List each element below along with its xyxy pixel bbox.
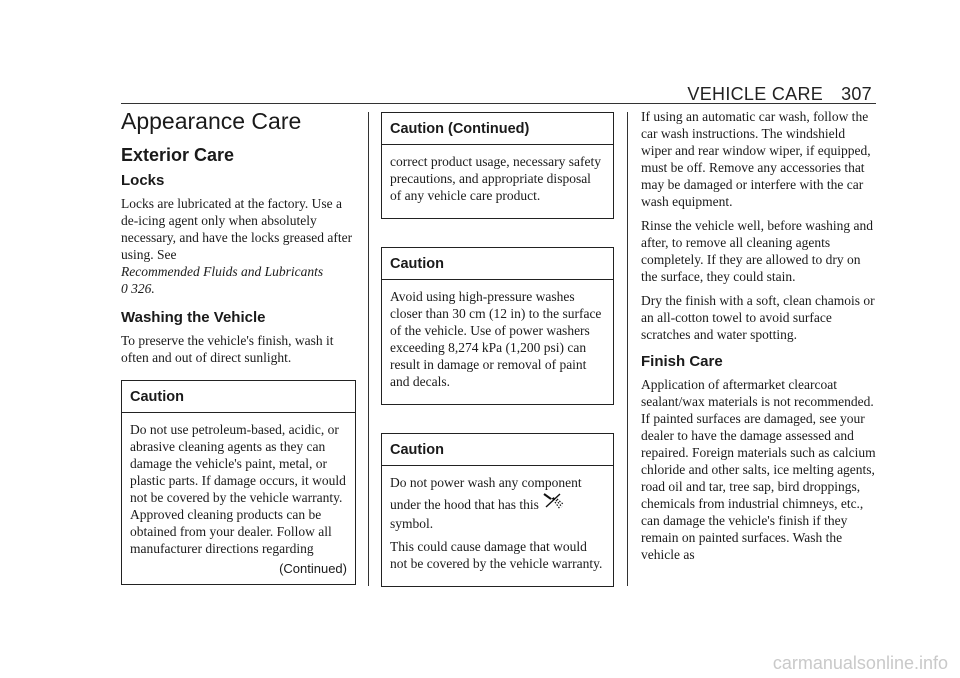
finish-care-heading: Finish Care	[641, 353, 723, 370]
caution-continued-box	[381, 112, 614, 219]
caution-text: Avoid using high-pressure washes closer than 30 cm (12 in) to the surface of the vehicle. Use of power washers exceeding 8,274 kPa (1,200 psi) can result in damage or removal of paint and decals.	[390, 289, 602, 389]
locks-paragraph: Locks are lubricated at the factory. Use a de-icing agent only when absolutely necessary, and have the locks greased after using. See Recommended Fluids and Lubricants 0 326.	[121, 196, 353, 296]
caution-box	[381, 247, 614, 405]
caution-box	[381, 433, 614, 587]
page-number: 307	[841, 84, 872, 104]
washing-paragraph: To preserve the vehicle's finish, wash it often and out of direct sunlight.	[121, 333, 334, 365]
caution-box	[121, 380, 356, 585]
caution-title: Caution	[382, 434, 613, 466]
caution-title: Caution	[382, 248, 613, 280]
column-divider	[627, 112, 628, 586]
caution-title: Caution	[122, 381, 355, 413]
watermark-text: carmanualsonline.info	[772, 653, 948, 673]
header-section-title: VEHICLE CARE	[687, 84, 824, 104]
caution-text: Do not use petroleum-based, acidic, or abrasive cleaning agents as they can damage the vehicle's paint, metal, or plastic parts. If damage occurs, it would not be covered by the vehicle warranty. Approved cleaning products can be obtained from your dealer. Follow all manufacturer directions regarding	[130, 422, 346, 556]
no-power-wash-spray-icon	[542, 491, 564, 515]
column-divider	[368, 112, 369, 586]
locks-heading: Locks	[121, 172, 165, 189]
caution-continued-title: Caution (Continued)	[382, 113, 613, 145]
section-title: Appearance Care	[121, 108, 302, 134]
finish-care-paragraph: Application of aftermarket clearcoat sealant/wax materials is not recommended. If painted surfaces are damaged, see your dealer to have the damage assessed and repaired. Foreign materials such as calcium chloride and other salts, ice melting agents, road oil and tar, tree sap, bird droppings, chemicals from industrial chimneys, etc., can damage the vehicle's finish if they remain on painted surfaces. Wash the vehicle as	[641, 377, 876, 562]
cross-reference-link[interactable]: Recommended Fluids and Lubricants	[121, 264, 324, 279]
column-right	[641, 108, 879, 570]
caution-text: Do not power wash any component under the hood that has this symbol.	[390, 475, 582, 531]
exterior-care-heading: Exterior Care	[121, 145, 235, 165]
caution-text: This could cause damage that would not be covered by the vehicle warranty.	[390, 539, 603, 571]
car-wash-paragraph: If using an automatic car wash, follow the car wash instructions. The windshield wiper and rear window wiper, if equipped, must be off. Remove any accessories that may be damaged or interfere with the car wash equipment.	[641, 109, 871, 209]
header-rule	[121, 103, 876, 104]
cross-reference-page[interactable]: 0 326.	[121, 281, 155, 296]
dry-paragraph: Dry the finish with a soft, clean chamois or an all-cotton towel to avoid surface scratches and water spotting.	[641, 293, 875, 342]
washing-heading: Washing the Vehicle	[121, 309, 266, 326]
continued-label: (Continued)	[279, 561, 347, 576]
rinse-paragraph: Rinse the vehicle well, before washing and after, to remove all cleaning agents completely. If they are allowed to dry on the surface, they could stain.	[641, 218, 874, 284]
caution-continued-text: correct product usage, necessary safety precautions, and appropriate disposal of any vehicle care product.	[390, 154, 602, 203]
column-middle	[381, 108, 614, 609]
running-header	[687, 84, 872, 105]
column-left	[121, 108, 356, 607]
